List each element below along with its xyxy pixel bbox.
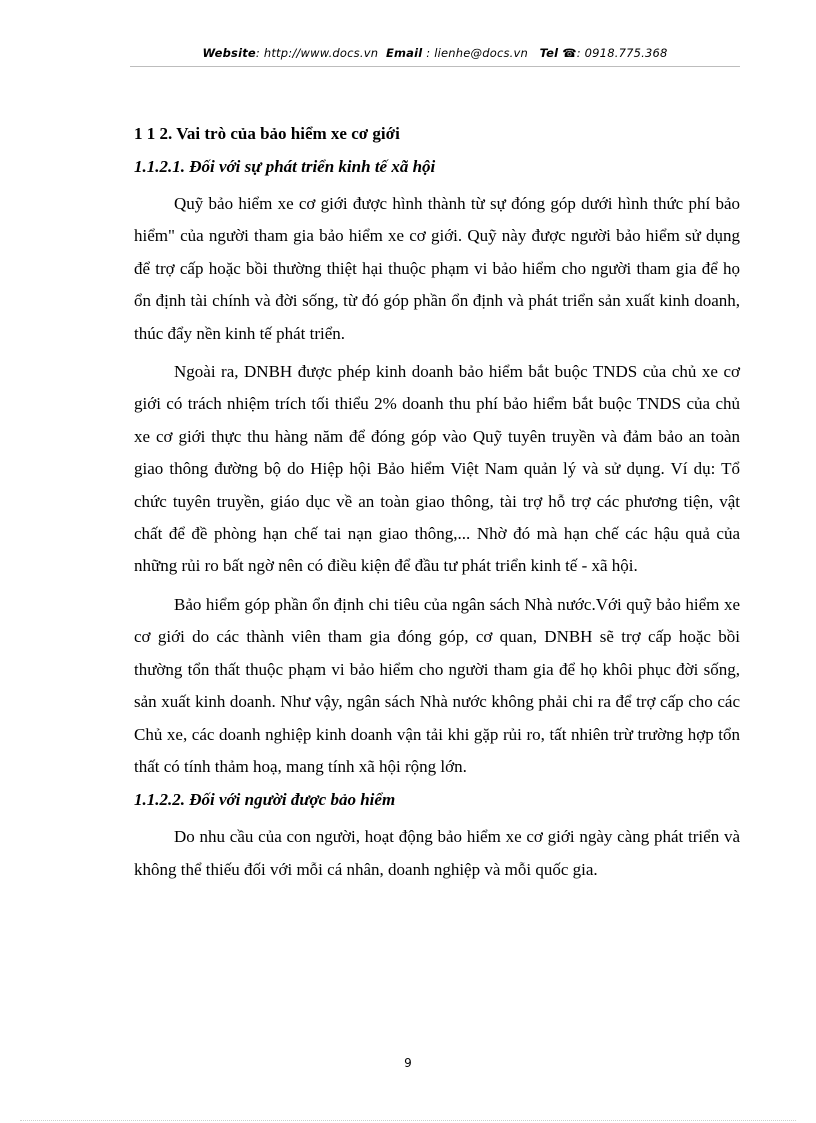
- paragraph: Do nhu cầu của con người, hoạt động bảo hiểm xe cơ giới ngày càng phát triển và không thể thiếu đối với mỗi cá nhân, doanh nghiệp và mỗi quốc gia.: [134, 827, 740, 879]
- phone-icon: ☎: [562, 46, 577, 60]
- paragraph: Ngoài ra, DNBH được phép kinh doanh bảo hiểm bắt buộc TNDS của chủ xe cơ giới có trách nhiệm trích tối thiểu 2% doanh thu phí bảo hiểm bắt buộc TNDS của chủ xe cơ giới thực thu hàng năm để đóng góp vào Quỹ tuyên truyền và đảm bảo an toàn giao thông đường bộ do Hiệp hội Bảo hiểm Việt Nam quản lý và sử dụng. Ví dụ: Tổ chức tuyên truyền, giáo dục về an toàn giao thông, tài trợ hỗ trợ các phương tiện, vật chất để đề phòng hạn chế tai nạn giao thông,... Nhờ đó mà hạn chế các hậu quả của những rủi ro bất ngờ nên có điều kiện để đầu tư phát triển kinh tế - xã hội.: [134, 362, 740, 576]
- header-divider: [130, 66, 740, 67]
- email-label: Email: [385, 46, 423, 60]
- paragraph: Bảo hiểm góp phần ổn định chi tiêu của ngân sách Nhà nước.Với quỹ bảo hiểm xe cơ giới do các thành viên tham gia đóng góp, cơ quan, DNBH sẽ trợ cấp hoặc bồi thường tổn thất thuộc phạm vi bảo hiểm cho người tham gia để họ khôi phục đời sống, sản xuất kinh doanh. Như vậy, ngân sách Nhà nước không phải chi ra để trợ cấp cho các Chủ xe, các doanh nghiệp kinh doanh vận tải khi gặp rủi ro, tất nhiên trừ trường hợp tổn thất có tính thảm hoạ, mang tính xã hội rộng lớn.: [134, 594, 740, 776]
- page-content: [134, 118, 740, 886]
- footer-divider: [20, 1120, 796, 1121]
- subsection-2-title: 1.1.2.2. Đối với người được bảo hiểm: [134, 790, 396, 810]
- tel-label: Tel: [539, 46, 559, 60]
- subsection-1-title: 1.1.2.1. Đối với sự phát triển kinh tế xã hội: [134, 157, 436, 176]
- section-title: 1 1 2. Vai trò của bảo hiểm xe cơ giới: [134, 124, 400, 143]
- page-number: 9: [404, 1056, 412, 1070]
- paragraph: Quỹ bảo hiểm xe cơ giới được hình thành từ sự đóng góp dưới hình thức phí bảo hiểm" của người tham gia bảo hiểm xe cơ giới. Quỹ này được người bảo hiểm sử dụng để trợ cấp hoặc bồi thường thiệt hại thuộc phạm vi bảo hiểm cho người tham gia để họ ổn định tài chính và đời sống, từ đó góp phần ổn định và phát triển sản xuất kinh doanh, thúc đẩy nền kinh tế phát triển.: [134, 194, 740, 343]
- website-value: : http://www.docs.vn: [255, 46, 379, 60]
- page-header: [130, 46, 740, 60]
- tel-value: : 0918.775.368: [576, 46, 668, 60]
- email-value: : lienhe@docs.vn: [422, 46, 529, 60]
- website-label: Website: [202, 46, 256, 60]
